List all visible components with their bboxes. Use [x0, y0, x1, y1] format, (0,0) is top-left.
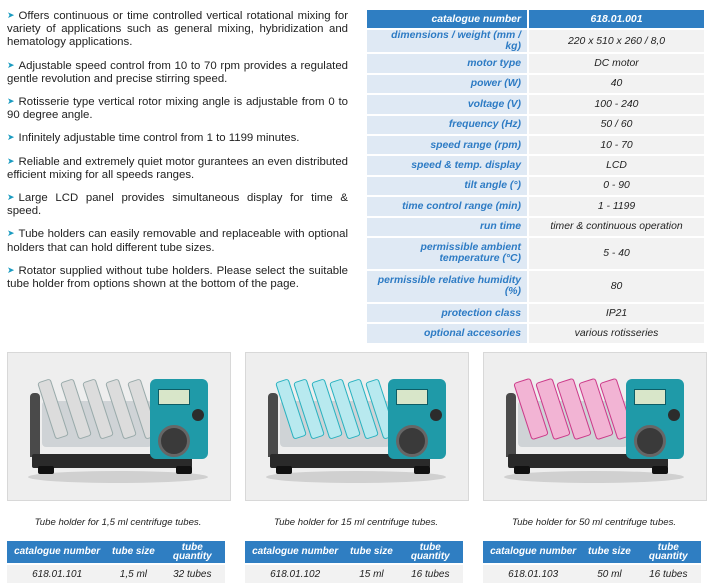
tube-quantity: 16 tubes: [636, 564, 701, 583]
spec-row: [367, 155, 704, 175]
holder-table: [245, 541, 463, 583]
bullet-arrow-icon: ➤: [7, 228, 15, 239]
photo-caption: Tube holder for 1,5 ml centrifuge tubes.: [34, 517, 202, 528]
holder-table: [7, 541, 225, 583]
spec-row: [367, 94, 704, 114]
spec-row: [367, 74, 704, 94]
feature-text: Rotator supplied without tube holders. Please select the suitable tube holder from options shown at the bottom of the page.: [7, 264, 348, 291]
spec-value: 5 - 40: [528, 237, 704, 270]
spec-value: 0 - 90: [528, 176, 704, 196]
product-photo-holder-50ml: [483, 352, 707, 501]
spec-label: motor type: [367, 53, 528, 73]
product-photo-holder-15ml: [245, 352, 469, 501]
header-catalogue: catalogue number: [7, 541, 107, 564]
spec-row: [367, 53, 704, 73]
feature-text: Rotisserie type vertical rotor mixing angle is adjustable from 0 to 90 degree angle.: [7, 96, 348, 122]
spec-row: [367, 196, 704, 216]
bullet-arrow-icon: ➤: [7, 264, 15, 275]
spec-label: run time: [367, 217, 528, 237]
feature-text: Infinitely adjustable time control from 1 to 1199 minutes.: [18, 132, 300, 145]
tube-size: 15 ml: [345, 564, 397, 583]
lcd-display-icon: [158, 389, 190, 405]
spec-value: various rotisseries: [528, 323, 704, 343]
spec-value: 50 / 60: [528, 115, 704, 135]
spec-row: [367, 237, 704, 270]
product-photo-holder-1-5ml: [7, 352, 231, 501]
feature-text: Offers continuous or time controlled vertical rotational mixing for variety of applications such as general mixing, hybridization and hematology applications.: [7, 10, 348, 49]
feature-text: Adjustable speed control from 10 to 70 rpm provides a regulated gentle revolution and precise stirring speed.: [7, 59, 348, 85]
tube-size: 1,5 ml: [107, 564, 159, 583]
feature-item: [7, 192, 348, 218]
spec-label: protection class: [367, 303, 528, 323]
spec-value: 80: [528, 270, 704, 303]
spec-row: [367, 115, 704, 135]
spec-label: time control range (min): [367, 196, 528, 216]
spec-row: [367, 176, 704, 196]
spec-value: 220 x 510 x 260 / 8,0: [528, 29, 704, 53]
feature-item: [7, 228, 348, 254]
holder-header-row: [483, 541, 701, 564]
spec-row: [367, 270, 704, 303]
photo-caption: Tube holder for 50 ml centrifuge tubes.: [511, 517, 677, 528]
spec-row: [367, 217, 704, 237]
tube-size: 50 ml: [583, 564, 635, 583]
header-size: tube size: [345, 541, 397, 564]
lcd-display-icon: [396, 389, 428, 405]
header-quantity: tube quantity: [636, 541, 701, 564]
spec-table: [367, 10, 704, 345]
spec-label: speed range (rpm): [367, 135, 528, 155]
spec-value: 10 - 70: [528, 135, 704, 155]
header-catalogue: catalogue number: [245, 541, 345, 564]
spec-label: permissible ambient temperature (°C): [367, 237, 528, 270]
spec-value: 1 - 1199: [528, 196, 704, 216]
spec-label: optional accesories: [367, 323, 528, 343]
spec-value: 618.01.001: [528, 10, 704, 29]
bullet-arrow-icon: ➤: [7, 10, 15, 20]
spec-label: frequency (Hz): [367, 115, 528, 135]
spec-value: DC motor: [528, 53, 704, 73]
header-quantity: tube quantity: [160, 541, 225, 564]
spec-value: LCD: [528, 155, 704, 175]
catalogue-number: 618.01.103: [483, 564, 583, 583]
feature-item: [7, 265, 348, 291]
spec-label: tilt angle (°): [367, 176, 528, 196]
spec-value: IP21: [528, 303, 704, 323]
feature-text: Reliable and extremely quiet motor gurantees an even distributed efficient mixing for all speeds ranges.: [7, 155, 348, 181]
bullet-arrow-icon: ➤: [7, 192, 15, 203]
feature-item: [7, 96, 348, 122]
spec-value: 40: [528, 74, 704, 94]
holder-table: [483, 541, 701, 583]
spec-header-row: [367, 10, 704, 29]
bullet-arrow-icon: ➤: [7, 132, 15, 143]
spec-row: [367, 29, 704, 53]
holder-data-row: [483, 564, 701, 583]
spec-label: power (W): [367, 74, 528, 94]
spec-row: [367, 323, 704, 343]
feature-text: Large LCD panel provides simultaneous display for time & speed.: [7, 192, 348, 218]
catalogue-number: 618.01.102: [245, 564, 345, 583]
spec-value: timer & continuous operation: [528, 217, 704, 237]
feature-list: [7, 10, 348, 301]
header-catalogue: catalogue number: [483, 541, 583, 564]
holder-data-row: [7, 564, 225, 583]
header-size: tube size: [107, 541, 159, 564]
feature-text: Tube holders can easily removable and replaceable with optional holders that can hold different tube sizes.: [7, 228, 348, 254]
spec-row: [367, 135, 704, 155]
tube-quantity: 16 tubes: [398, 564, 463, 583]
bullet-arrow-icon: ➤: [7, 155, 15, 166]
feature-item: [7, 156, 348, 182]
feature-item: [7, 132, 348, 145]
catalogue-number: 618.01.101: [7, 564, 107, 583]
header-quantity: tube quantity: [398, 541, 463, 564]
holder-header-row: [7, 541, 225, 564]
bullet-arrow-icon: ➤: [7, 59, 15, 70]
spec-row: [367, 303, 704, 323]
feature-item: [7, 60, 348, 86]
spec-label: dimensions / weight (mm / kg): [367, 29, 528, 53]
spec-label: speed & temp. display: [367, 155, 528, 175]
bullet-arrow-icon: ➤: [7, 96, 15, 107]
spec-label: catalogue number: [367, 10, 528, 29]
feature-item: [7, 10, 348, 50]
spec-value: 100 - 240: [528, 94, 704, 114]
spec-label: voltage (V): [367, 94, 528, 114]
lcd-display-icon: [634, 389, 666, 405]
holder-header-row: [245, 541, 463, 564]
holder-data-row: [245, 564, 463, 583]
tube-quantity: 32 tubes: [160, 564, 225, 583]
spec-label: permissible relative humidity (%): [367, 270, 528, 303]
photo-caption: Tube holder for 15 ml centrifuge tubes.: [273, 517, 439, 528]
header-size: tube size: [583, 541, 635, 564]
